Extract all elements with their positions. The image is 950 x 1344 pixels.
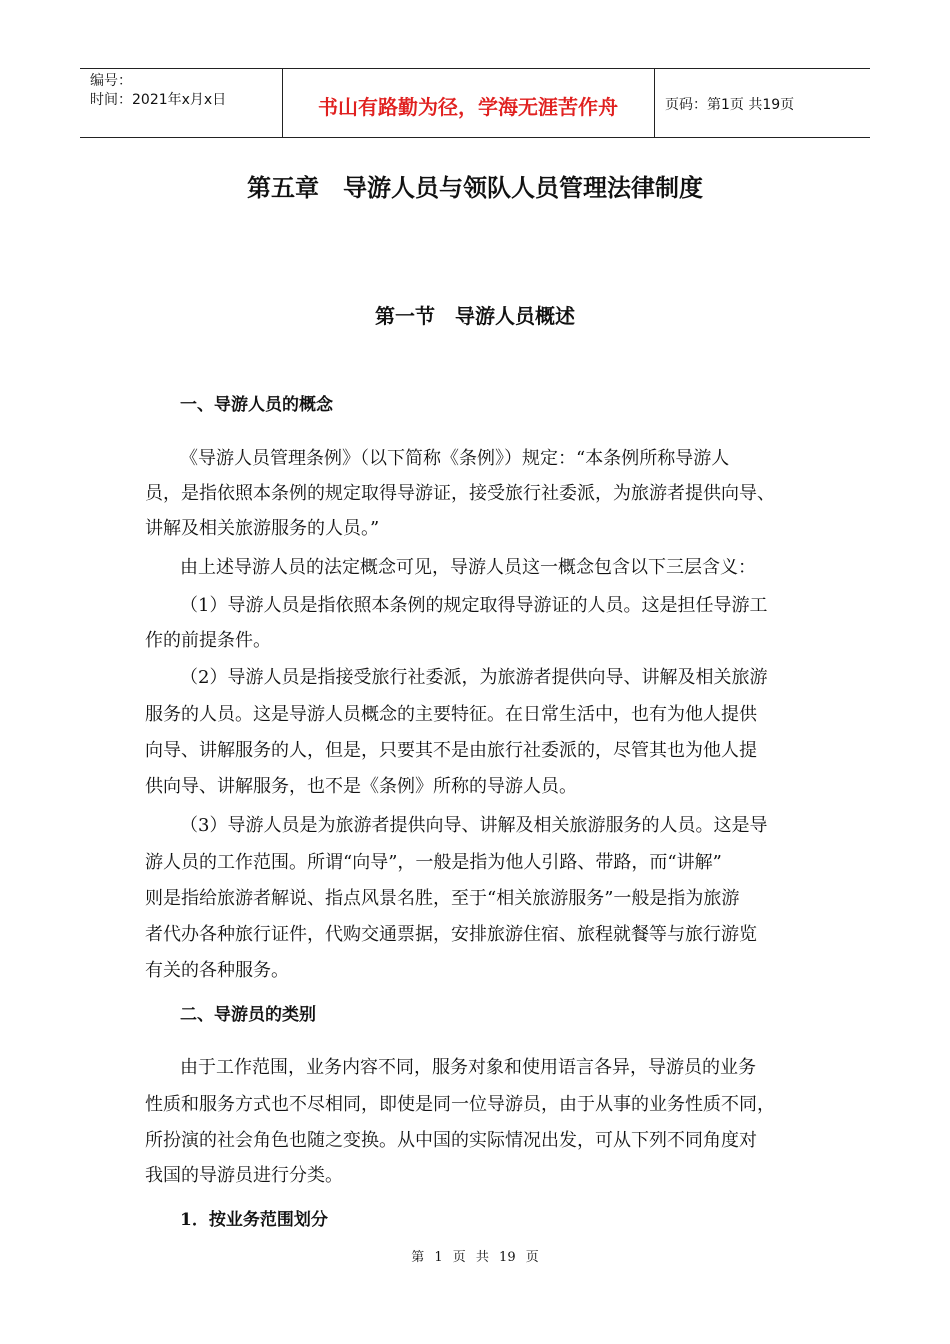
motto-text: 书山有路勤为径，学海无涯苦作舟 [318, 95, 618, 119]
paragraph-line: 我国的导游员进行分类。 [145, 1165, 343, 1186]
header-page-cell [655, 69, 870, 137]
paragraph-line: 游人员的工作范围。所谓“向导”，一般是指为他人引路、带路，而“讲解” [145, 852, 722, 873]
header-meta-cell [80, 69, 283, 137]
paragraph-line: 讲解及相关旅游服务的人员。” [145, 518, 380, 539]
doc-number-label: 编号： [90, 73, 132, 89]
heading-categories: 二、导游员的类别 [180, 1005, 316, 1025]
paragraph-line: 由上述导游人员的法定概念可见，导游人员这一概念包含以下三层含义： [180, 557, 756, 578]
paragraph-line: 由于工作范围，业务内容不同，服务对象和使用语言各异，导游员的业务 [180, 1057, 756, 1078]
paragraph-line: 员，是指依照本条例的规定取得导游证，接受旅行社委派，为旅游者提供向导、 [145, 483, 775, 504]
paragraph-line: 有关的各种服务。 [145, 960, 289, 981]
time-label: 时间：2021年x月x日 [90, 92, 227, 108]
subheading-business-scope: 1．按业务范围划分 [180, 1210, 328, 1230]
chapter-title: 第五章 导游人员与领队人员管理法律制度 [247, 174, 703, 202]
paragraph-line: （3）导游人员是为旅游者提供向导、讲解及相关旅游服务的人员。这是导 [180, 815, 768, 836]
paragraph-line: （2）导游人员是指接受旅行社委派，为旅游者提供向导、讲解及相关旅游 [180, 667, 768, 688]
heading-concept: 一、导游人员的概念 [180, 395, 333, 415]
section-title: 第一节 导游人员概述 [375, 304, 575, 328]
paragraph-line: 服务的人员。这是导游人员概念的主要特征。在日常生活中，也有为他人提供 [145, 704, 757, 725]
header-motto-cell [282, 69, 655, 137]
page-info: 页码：第1页 共19页 [665, 97, 795, 113]
paragraph-line: 则是指给旅游者解说、指点风景名胜，至于“相关旅游服务”一般是指为旅游 [145, 888, 740, 909]
header-table [80, 68, 870, 138]
paragraph-line: 者代办各种旅行证件，代购交通票据，安排旅游住宿、旅程就餐等与旅行游览 [145, 924, 757, 945]
paragraph-line: 所扮演的社会角色也随之变换。从中国的实际情况出发，可从下列不同角度对 [145, 1130, 757, 1151]
paragraph-line: 作的前提条件。 [145, 630, 271, 651]
paragraph-line: 性质和服务方式也不尽相同，即使是同一位导游员，由于从事的业务性质不同， [145, 1094, 775, 1115]
paragraph-line: 向导、讲解服务的人，但是，只要其不是由旅行社委派的，尽管其也为他人提 [145, 740, 757, 761]
page-footer: 第 1 页 共 19 页 [411, 1250, 539, 1265]
paragraph-line: （1）导游人员是指依照本条例的规定取得导游证的人员。这是担任导游工 [180, 595, 768, 616]
paragraph-line: 供向导、讲解服务，也不是《条例》所称的导游人员。 [145, 776, 577, 797]
paragraph-line: 《导游人员管理条例》（以下简称《条例》）规定：“本条例所称导游人 [180, 448, 730, 469]
